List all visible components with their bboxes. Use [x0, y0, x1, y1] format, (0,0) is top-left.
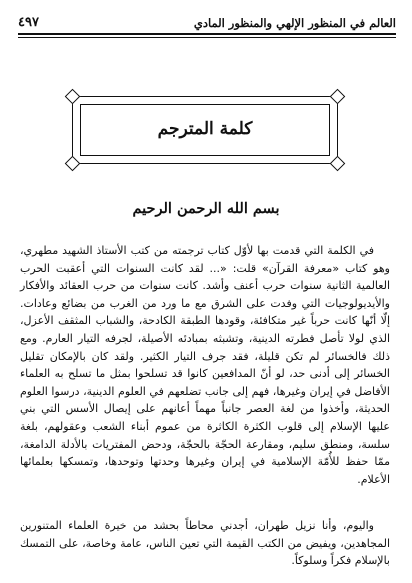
frame-corner-ornament [65, 156, 81, 172]
paragraph-today: واليوم، وأنا نزيل طهران، أجدني محاطاً بحشد من خيرة العلماء المتنورين المجاهدين، ويفيض من الكتب القيمة التي تعين الناس، عامة وخاصة، على التمسك بالإسلام فكراً وسلوكاً. [20, 519, 390, 568]
paragraph-intro: في الكلمة التي قدمت بها لأوّل كتاب ترجمته من كتب الأستاذ الشهيد مطهري، وهو كتاب «معرفة القرآن» قلت: «... لقد كانت السنوات التي أعقبت الحرب العالمية الثانية سنوات حرب أعنف وأشد. كانت سنوات من حرب العقائد والأفكار والأيديولوجيات التي وفدت على الشرق مع ما ورد من الغرب من بضائع وعادات. إلّا أنّها كانت حرباً غير متكافئة، وقودها الطبقة الكادحة، والشباب المثقف الأعزل، الذي لولا تأصل فطرته الدينية، وتشبثه بمبادئه الأصيلة، لجرفه التيار العارم. ومع ذلك فالخسائر لم تكن قليلة، فقد جرف التيار الكثير. ولقد كان بالإمكان تقليل الخسائر إلى أدنى حد، لو أنّ المدافعين كانوا قد تسلحوا بمثل ما تسلح به العلماء الأفاضل في إيران وغيرها، فهم إلى جانب تضلعهم في العلوم الدينية، درسوا العلوم الحديثة، وأخذوا من لغة العصر جانباً مهماً أعانهم على إيصال الأسس التي بني عليها الإسلام إلى قلوب الكثرة الكاثرة من عموم أبناء الشعب وعقولهم، بلغة سلسة، ومنطق سليم، ومقارعة الحجّة بالحجّة، ودحض المفتريات بالأدلة الدامغة، ممّا حفظ للأُمّة الإسلامية في إيران وغيرها وحدتها وتوحدها، وتمسكها بعلمائها الأعلام. [20, 244, 390, 486]
running-header [18, 10, 396, 30]
chapter-title-frame [72, 96, 338, 164]
header-rule-thick [18, 33, 396, 35]
frame-corner-ornament [330, 156, 346, 172]
frame-corner-ornament [330, 89, 346, 105]
page-number: ٤٩٧ [18, 15, 39, 30]
running-title: العالم في المنظور الإلهي والمنظور المادي [193, 16, 396, 30]
header-rule-thin [18, 37, 396, 38]
frame-corner-ornament [65, 89, 81, 105]
basmala: بسم الله الرحمن الرحيم [132, 200, 280, 217]
chapter-title: كلمة المترجم [157, 119, 253, 139]
